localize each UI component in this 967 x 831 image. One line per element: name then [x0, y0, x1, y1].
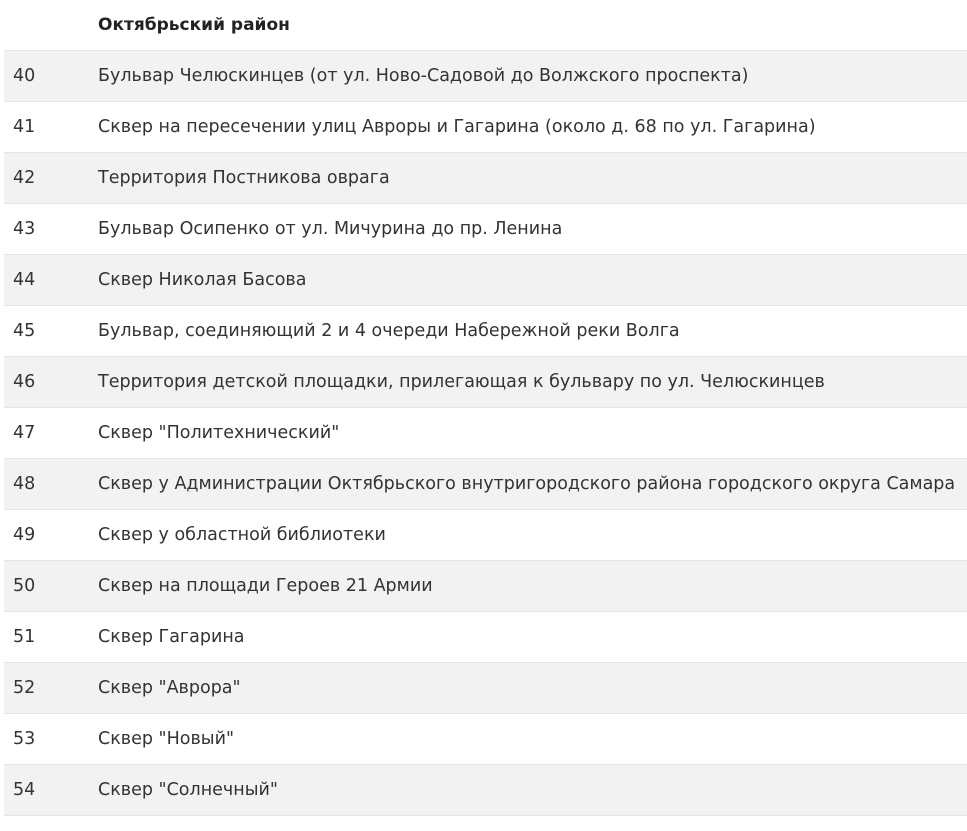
table-row	[4, 459, 967, 510]
row-name: Сквер Гагарина	[98, 627, 245, 647]
table-row	[4, 51, 967, 102]
row-name: Сквер "Солнечный"	[98, 780, 278, 800]
row-number: 53	[13, 729, 36, 749]
row-number: 49	[13, 525, 36, 545]
row-name: Сквер "Политехнический"	[98, 423, 340, 443]
row-number: 45	[13, 321, 36, 341]
row-name: Сквер "Аврора"	[98, 678, 241, 698]
table-row	[4, 204, 967, 255]
row-number: 40	[13, 66, 36, 86]
row-name: Сквер у Администрации Октябрьского внутригородского района городского округа Самара	[98, 474, 956, 494]
table-row	[4, 765, 967, 816]
row-number: 42	[13, 168, 36, 188]
row-name: Сквер у областной библиотеки	[98, 525, 386, 545]
row-number: 52	[13, 678, 36, 698]
table-row	[4, 153, 967, 204]
table-row	[4, 510, 967, 561]
table-row	[4, 306, 967, 357]
row-number: 50	[13, 576, 36, 596]
row-number: 44	[13, 270, 36, 290]
table-row	[4, 663, 967, 714]
table-body	[4, 51, 967, 816]
row-name: Территория Постникова оврага	[98, 168, 390, 188]
row-name: Сквер "Новый"	[98, 729, 235, 749]
row-name: Сквер на пересечении улиц Авроры и Гагарина (около д. 68 по ул. Гагарина)	[98, 117, 816, 137]
table-row	[4, 357, 967, 408]
row-number: 43	[13, 219, 36, 239]
row-number: 48	[13, 474, 36, 494]
table-row	[4, 714, 967, 765]
row-number: 47	[13, 423, 36, 443]
table-row	[4, 612, 967, 663]
row-name: Бульвар, соединяющий 2 и 4 очереди Набережной реки Волга	[98, 321, 680, 341]
row-name: Бульвар Челюскинцев (от ул. Ново-Садовой до Волжского проспекта)	[98, 66, 749, 86]
table-row	[4, 102, 967, 153]
district-table	[4, 0, 967, 816]
table-header	[4, 0, 967, 51]
district-header: Октябрьский район	[98, 15, 290, 35]
row-name: Бульвар Осипенко от ул. Мичурина до пр. Ленина	[98, 219, 563, 239]
row-number: 54	[13, 780, 36, 800]
row-name: Сквер на площади Героев 21 Армии	[98, 576, 433, 596]
row-number: 41	[13, 117, 36, 137]
table-row	[4, 561, 967, 612]
row-name: Территория детской площадки, прилегающая к бульвару по ул. Челюскинцев	[98, 372, 825, 392]
row-name: Сквер Николая Басова	[98, 270, 307, 290]
row-number: 46	[13, 372, 36, 392]
row-number: 51	[13, 627, 36, 647]
table-row	[4, 408, 967, 459]
table-row	[4, 255, 967, 306]
